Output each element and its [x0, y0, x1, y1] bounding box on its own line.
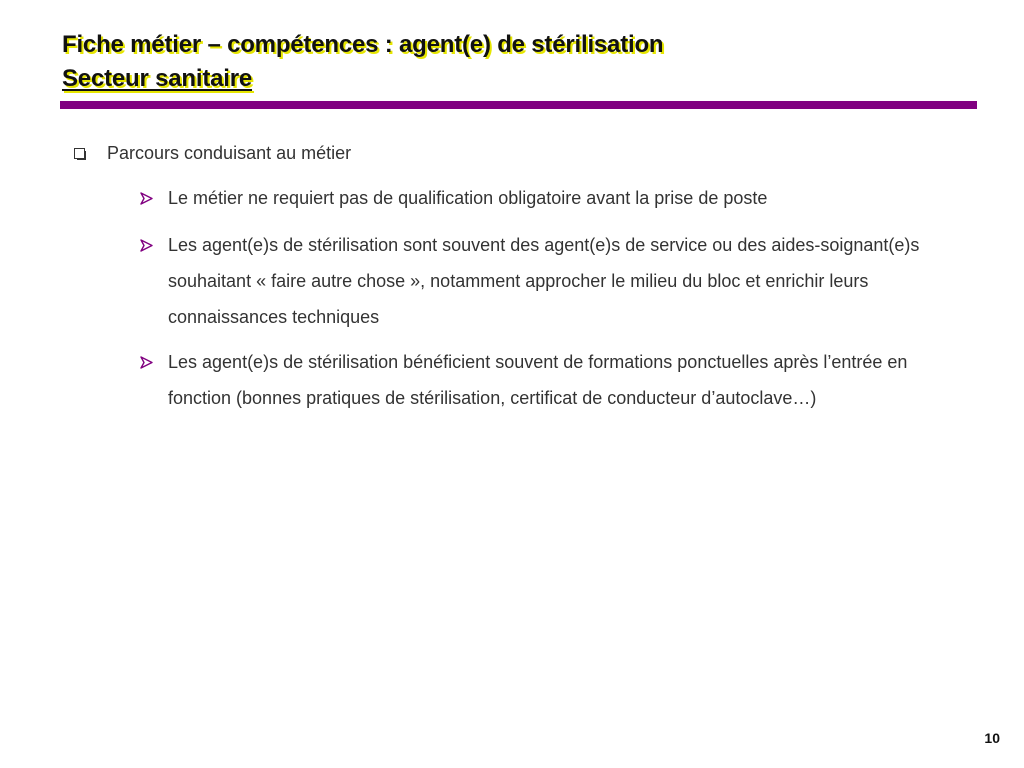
section-heading-text: Parcours conduisant au métier [107, 143, 352, 163]
bullet-text: Les agent(e)s de stérilisation sont souvent des agent(e)s de service ou des aides-soignant(e)s souhaitant « faire autre chose », notamment approcher le milieu du bloc et enrichir leurs connaissances techniques [168, 235, 920, 327]
title-line-2: Secteur sanitaire [62, 65, 253, 92]
slide-title [62, 28, 663, 96]
bullet-item [140, 344, 950, 416]
arrow-bullet-icon [140, 180, 156, 216]
bullet-item [140, 227, 950, 335]
page-number: 10 [984, 730, 1000, 746]
arrow-bullet-icon [140, 227, 156, 263]
section-heading [74, 140, 351, 166]
checkbox-bullet-icon [74, 148, 85, 159]
bullet-item [140, 180, 950, 216]
bullet-text: Les agent(e)s de stérilisation bénéficient souvent de formations ponctuelles après l’entrée en fonction (bonnes pratiques de stérilisation, certificat de conducteur d’autoclave…) [168, 352, 908, 408]
arrow-bullet-icon [140, 344, 156, 380]
title-line-1: Fiche métier – compétences : agent(e) de stérilisation [62, 31, 664, 58]
bullet-text: Le métier ne requiert pas de qualification obligatoire avant la prise de poste [168, 188, 768, 208]
title-divider-rule [60, 101, 977, 109]
